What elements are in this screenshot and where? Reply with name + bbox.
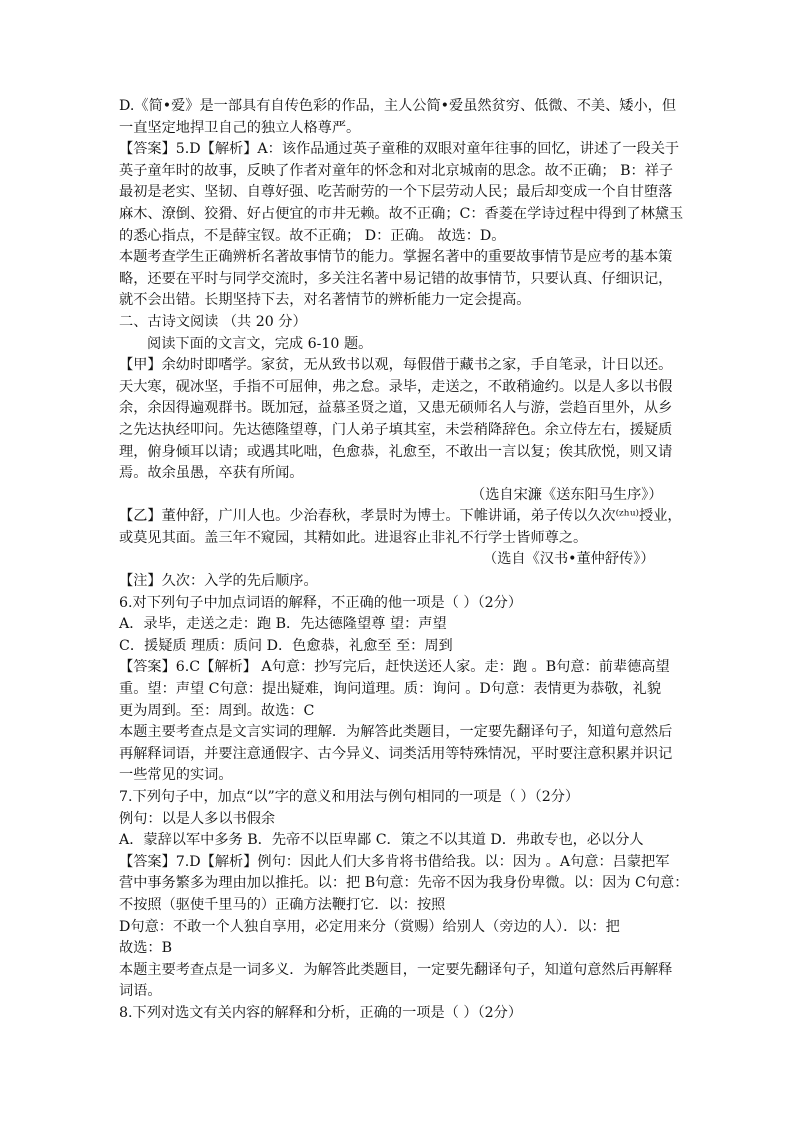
text-line: 一些常见的实词。: [119, 767, 233, 784]
passage-line: 焉。故余虽愚，卒获有所闻。: [119, 465, 304, 482]
text-line: 营中事务繁多为理由加以推托。以：把 B句意：先帝不因为我身份卑微。以：因为 C句意：: [119, 875, 689, 892]
option-line: C．援疑质 理质：质问 D．色愈恭，礼愈至 至：周到: [119, 637, 453, 654]
answer-line: 【答案】7.D【解析】例句：因此人们大多肯将书借给我。以：因为 。A句意：吕蒙把军: [119, 853, 670, 870]
document-page: [119, 96, 689, 1025]
text-line: D.《简•爱》是一部具有自传色彩的作品，主人公简•爱虽然贫穷、低微、不美、矮小，但: [119, 98, 677, 114]
text-line: 不按照（驱使千里马的）正确方法鞭打它．以：按照: [119, 896, 446, 913]
text-line: 一直坚定地捍卫自己的独立人格尊严。: [119, 119, 361, 136]
text-line: 重。望：声望 C句意：提出疑难，询问道理。质：询问 。D句意：表情更为恭敬，礼貌: [119, 681, 662, 698]
example-line: 例句：以是人多以书假余: [119, 810, 276, 827]
source-citation: （选自《汉书•董仲舒传》）: [483, 551, 655, 568]
text-line: 再解释词语，并要注意通假字、古今异义、词类活用等特殊情况，平时要注意积累并识记: [119, 745, 673, 762]
answer-line: 【答案】6.C【解析】 A句意：抄写完后，赶快送还人家。走：跑 。B句意：前辈德高望: [119, 659, 670, 676]
note-line: 【注】久次：入学的先后顺序。: [119, 573, 318, 590]
text-line: 略，还要在平时与同学交流时，多关注名著中易记错的故事情节，只要认真、仔细识记，: [119, 270, 673, 287]
text-line: 本题主要考查点是文言实词的理解．为解答此类题目，一定要先翻译句子，知道句意然后: [119, 724, 673, 741]
text-line: 麻木、潦倒、狡猾、好占便宜的市井无赖。故不正确；C：香菱在学诗过程中得到了林黛玉: [119, 205, 684, 222]
text-line: D句意：不敢一个人独自享用，必定用来分（赏赐）给别人（旁边的人）．以：把: [119, 918, 620, 935]
text-line: 本题主要考查点是一词多义．为解答此类题目，一定要先翻译句子，知道句意然后再解释: [119, 961, 673, 978]
question-line: 8.下列对选文有关内容的解释和分析，正确的一项是（ ）（2分）: [119, 1004, 523, 1021]
section-heading: 二、古诗文阅读 （共 20 分）: [119, 313, 307, 330]
passage-line: 【乙】董仲舒，广川人也。少治春秋，孝景时为博士。下帷讲诵，弟子传以久次⁽ᶻʰᵘ⁾授业，: [119, 508, 682, 525]
passage-line: 余，余因得遍观群书。既加冠，益慕圣贤之道，又患无硕师名人与游，尝趋百里外，从乡: [119, 400, 673, 417]
text-line: 词语。: [119, 983, 162, 1000]
answer-line: 【答案】5.D【解析】A：该作品通过英子童稚的双眼对童年往事的回忆，讲述了一段关于: [119, 141, 680, 158]
source-citation: （选自宋濂《送东阳马生序》）: [471, 486, 663, 503]
question-line: 7.下列句子中，加点“以”字的意义和用法与例句相同的一项是（ ）（2分）: [119, 789, 580, 805]
text-line: 最初是老实、坚韧、自尊好强、吃苦耐劳的一个下层劳动人民；最后却变成一个自甘堕落: [119, 184, 673, 201]
text-line: 本题考查学生正确辨析名著故事情节的能力。掌握名著中的重要故事情节是应考的基本策: [119, 249, 673, 266]
passage-line: 之先达执经叩问。先达德隆望尊，门人弟子填其室，未尝稍降辞色。余立侍左右，援疑质: [119, 421, 673, 438]
text-line: 英子童年时的故事，反映了作者对童年的怀念和对北京城南的思念。故不正确； B：祥子: [119, 162, 674, 179]
question-line: 6.对下列句子中加点词语的解释，不正确的他一项是（ ）（2分）: [119, 594, 523, 611]
text-line: 的悉心指点，不是薛宝钗。故不正确； D：正确。 故选：D。: [119, 227, 506, 244]
option-line: A．蒙辞以军中多务 B．先帝不以臣卑鄙 C．策之不以其道 D．弗敢专也，必以分人: [119, 832, 644, 849]
option-line: A．录毕，走送之走：跑 B．先达德隆望尊 望：声望: [119, 616, 447, 633]
passage-line: 天大寒，砚冰坚，手指不可屈伸，弗之怠。录毕，走送之，不敢稍逾约。以是人多以书假: [119, 378, 673, 395]
passage-line: 或莫见其面。盖三年不窥园，其精如此。进退容止非礼不行学士皆师尊之。: [119, 529, 588, 546]
text-line: 就不会出错。长期坚持下去，对名著情节的辨析能力一定会提高。: [119, 292, 531, 309]
instruction-line: 阅读下面的文言文，完成 6-10 题。: [147, 335, 373, 352]
passage-line: 理，俯身倾耳以请；或遇其叱咄，色愈恭，礼愈至，不敢出一言以复；俟其欣悦，则又请: [119, 443, 673, 460]
text-line: 更为周到。至：周到。故选：C: [119, 702, 315, 719]
passage-line: 【甲】余幼时即嗜学。家贫，无从致书以观，每假借于藏书之家，手自笔录，计日以还。: [119, 357, 673, 374]
text-line: 故选：B: [119, 940, 172, 957]
